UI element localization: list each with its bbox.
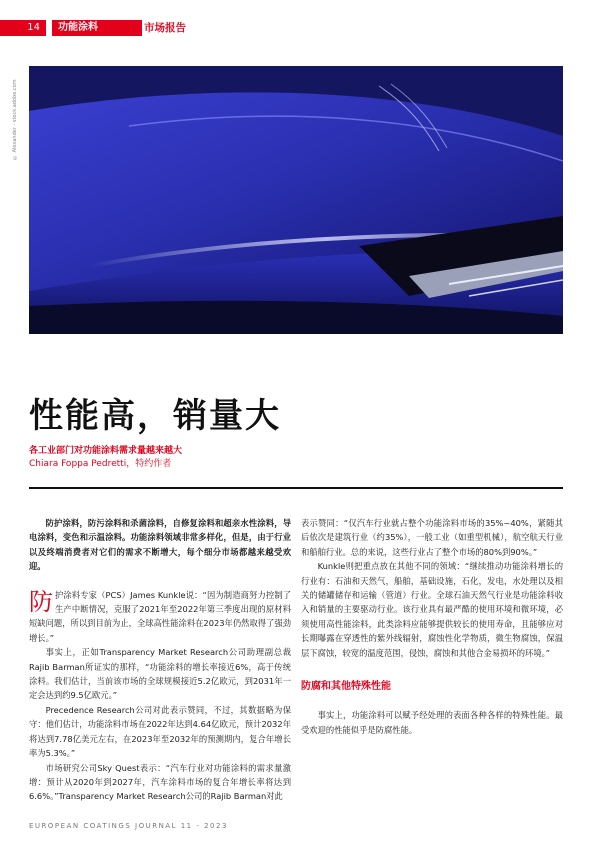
article-lead: 防护涂料，防污涂料和杀菌涂料，自修复涂料和超亲水性涂料，导电涂料，变色和示温涂料。功能涂料领域非常多样化，但是，由于行业以及终端消费者对它们的需求不断增大，每个细分市场都越来越受欢迎。: [29, 518, 291, 572]
title-rule: [29, 487, 563, 489]
paragraph-3: Precedence Research公司对此表示赞同，不过，其数据略为保守：他们估计，功能涂料市场在2022年达到4.64亿欧元，预计2032年将达到7.78亿美元左右，在2023年至2032年的预测期内，复合年增长率为5.3%。”: [29, 704, 291, 759]
photo-credit: © Alexander - stock.adobe.com: [12, 79, 18, 160]
paragraph-6: 事实上，功能涂料可以赋予经处理的表面各种各样的特殊性能。最受欢迎的性能似乎是防腐性能。: [301, 710, 563, 735]
article-title: 性能高，销量大: [29, 396, 281, 436]
section-subhead: 防腐和其他特殊性能: [301, 681, 391, 693]
hero-image: [29, 66, 563, 334]
paragraph-4: 市场研究公司Sky Quest表示：“汽车行业对功能涂料的需求量激增：预计从2020年到2027年，汽车涂料市场的复合年增长率将达到6.6%。”Transparency Market Research公司的Rajib Barman对此: [29, 762, 291, 802]
rubric-label: 市场报告: [144, 22, 186, 34]
column-right: [301, 516, 563, 737]
column-left: [29, 516, 291, 804]
section-label: 功能涂料: [52, 20, 142, 36]
article-subtitle: 各工业部门对功能涂料需求量越来越大: [29, 446, 183, 456]
paragraph-2: 事实上，正如Transparency Market Research公司助理副总裁Rajib Barman所证实的那样，“功能涂料的增长率接近6%，高于传统涂料。我们估计，当前该市场的全球规模接近5.2亿欧元，到2031年一定会达到约9.5亿欧元。”: [29, 647, 291, 701]
paragraph-4-continued: 表示赞同：“仅汽车行业就占整个功能涂料市场的35%~40%，紧随其后依次是建筑行业（约35%），一般工业（如重型机械），航空航天行业和船舶行业。总的来说，这些行业占了整个市场的80%到90%。”: [301, 518, 563, 557]
footer-journal: EUROPEAN COATINGS JOURNAL 11 - 2023: [29, 822, 228, 830]
paragraph-5: Kunkle则把重点放在其他不同的领域：“继续推动功能涂料增长的行业有：石油和天然气，船舶，基础设施，石化，发电，水处理以及相关的储罐储存和运输（管道）行业。全球石油天然气行业是功能涂料收入和销量的主要驱动行业。该行业具有最严酷的使用环境和微环境，必须使用高性能涂料，此类涂料应能够提供较长的使用寿命，且能够应对长期曝露在穿透性的紫外线辐射，腐蚀性化学物质，微生物腐蚀，保温层下腐蚀，较宽的温度范围，侵蚀，腐蚀和其他合金易损坏的环境。”: [301, 561, 563, 658]
article-author: Chiara Foppa Pedretti，特约作者: [29, 459, 172, 469]
page-number: 14: [0, 20, 46, 36]
car-hood-illustration: [29, 66, 563, 334]
dropcap: 防: [29, 587, 53, 616]
paragraph-1: [29, 588, 291, 646]
paragraph-1-text: 护涂料专家（PCS）James Kunkle说：“因为制造商努力控制了生产中断情况，克服了2021年至2022年第三季度出现的原材料短缺问题，所以到目前为止，全球高性能涂料在2023年仍然取得了强劲增长。”: [29, 589, 291, 643]
